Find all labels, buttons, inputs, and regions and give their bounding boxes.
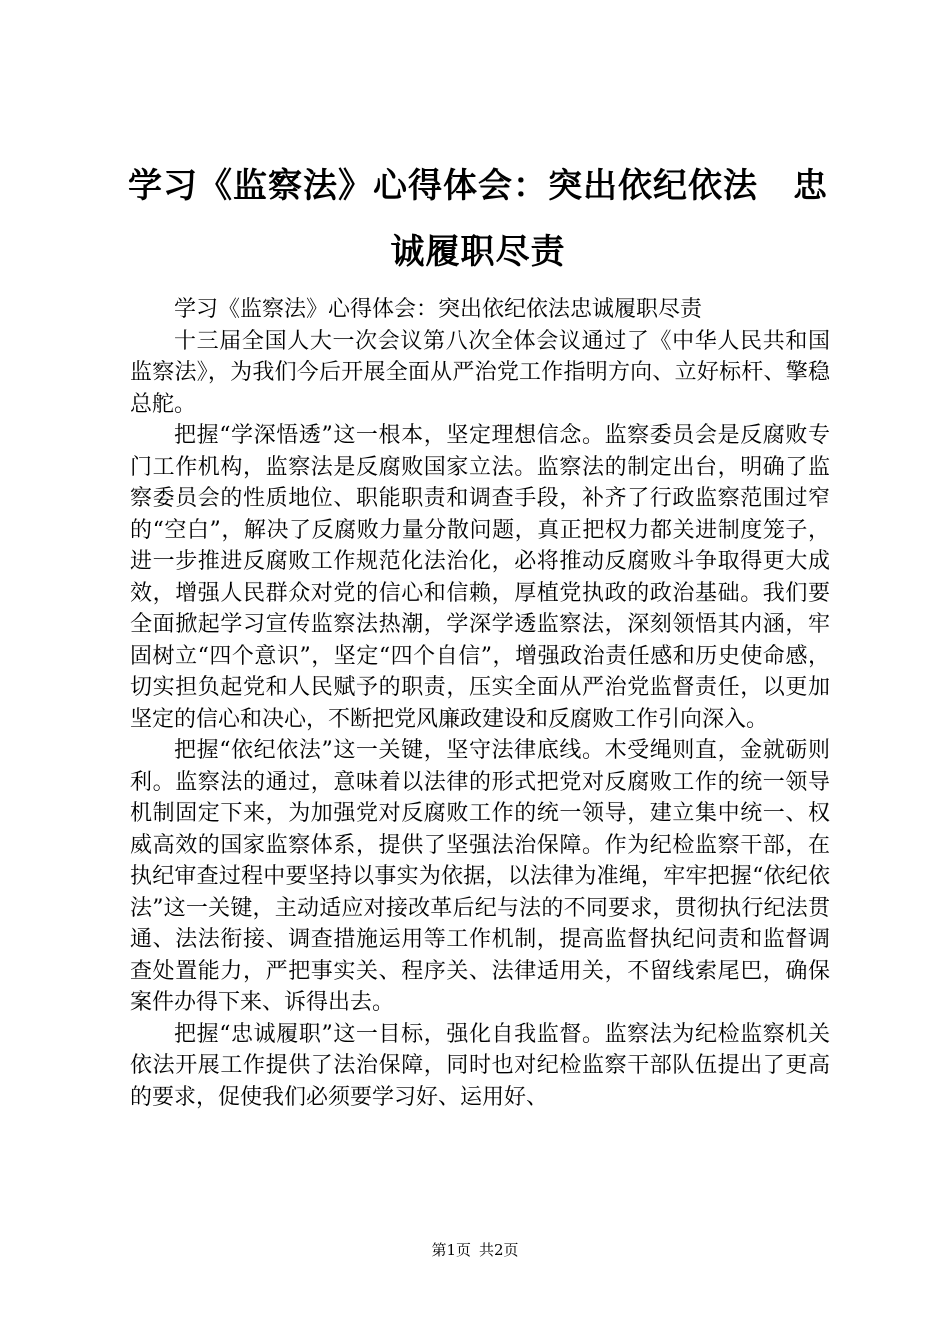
title-line-1: 学习《监察法》心得体会：突出依纪依法 忠 xyxy=(128,166,828,206)
document-title xyxy=(128,160,828,278)
paragraph-3: 把握“依纪依法”这一关键，坚守法律底线。木受绳则直，金就砺则利。监察法的通过，意味着以法律的形式把党对反腐败工作的统一领导机制固定下来，为加强党对反腐败工作的统一领导，建立集中统一、权威高效的国家监察体系，提供了坚强法治保障。作为纪检监察干部，在执纪审查过程中要坚持以事实为依据，以法律为准绳，牢牢把握“依纪依法”这一关键，主动适应对接改革后纪与法的不同要求，贯彻执行纪法贯通、法法衔接、调查措施运用等工作机制，提高监督执纪问责和监督调查处置能力，严把事实关、程序关、法律适用关，不留线索尾巴，确保案件办得下来、诉得出去。 xyxy=(130,738,830,1015)
page-footer xyxy=(0,1240,950,1260)
paragraph-4: 把握“忠诚履职”这一目标，强化自我监督。监察法为纪检监察机关依法开展工作提供了法治保障，同时也对纪检监察干部队伍提出了更高的要求，促使我们必须要学习好、运用好、 xyxy=(130,1021,830,1110)
document-body xyxy=(130,294,830,1113)
page-number: 第1页 xyxy=(431,1241,471,1259)
paragraph-1: 十三届全国人大一次会议第八次全体会议通过了《中华人民共和国监察法》，为我们今后开展全面从严治党工作指明方向、立好标杆、擎稳总舵。 xyxy=(130,328,830,417)
paragraph-2: 把握“学深悟透”这一根本，坚定理想信念。监察委员会是反腐败专门工作机构，监察法是反腐败国家立法。监察法的制定出台，明确了监察委员会的性质地位、职能职责和调查手段，补齐了行政监察范围过窄的“空白”，解决了反腐败力量分散问题，真正把权力都关进制度笼子，进一步推进反腐败工作规范化法治化，必将推动反腐败斗争取得更大成效，增强人民群众对党的信心和信赖，厚植党执政的政治基础。我们要全面掀起学习宣传监察法热潮，学深学透监察法，深刻领悟其内涵，牢固树立“四个意识”，坚定“四个自信”，增强政治责任感和历史使命感，切实担负起党和人民赋予的职责，压实全面从严治党监督责任，以更加坚定的信心和决心，不断把党风廉政建设和反腐败工作引向深入。 xyxy=(130,423,830,732)
document-subtitle: 学习《监察法》心得体会：突出依纪依法忠诚履职尽责 xyxy=(174,297,703,322)
title-line-2: 诚履职尽责 xyxy=(390,232,566,272)
page-total: 共2页 xyxy=(479,1241,519,1259)
